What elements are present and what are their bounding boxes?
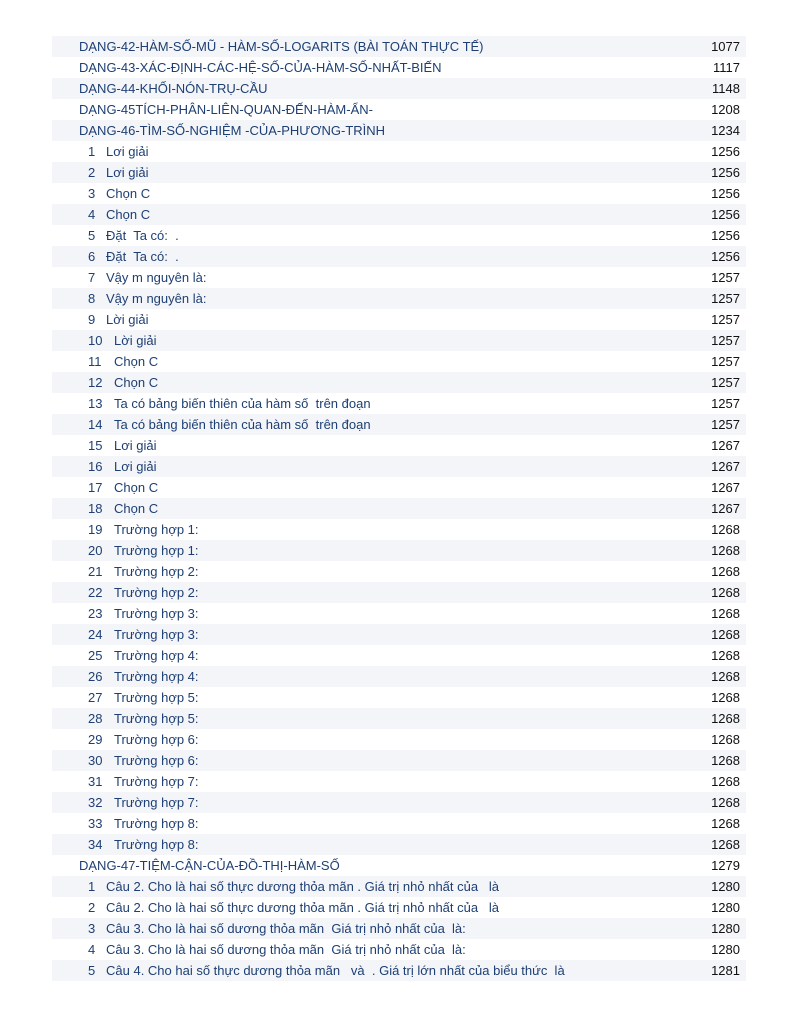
toc-page-number: 1257 (711, 375, 740, 390)
toc-entry-title (88, 204, 150, 225)
toc-entry-row[interactable] (52, 477, 746, 498)
toc-entry-label: Lời giải (106, 312, 149, 327)
toc-entry-title (88, 540, 199, 561)
toc-entry-label: Trường hợp 7: (114, 795, 199, 810)
toc-entry-label: Đặt Ta có: . (106, 228, 179, 243)
toc-page-number: 1256 (711, 144, 740, 159)
toc-entry-title (88, 141, 149, 162)
toc-entry-title (88, 792, 199, 813)
toc-entry-row[interactable] (52, 666, 746, 687)
toc-entry-number: 22 (88, 585, 103, 600)
toc-entry-label: Trường hợp 8: (114, 816, 199, 831)
toc-page-number: 1256 (711, 207, 740, 222)
toc-page-number: 1117 (713, 60, 740, 75)
toc-entry-row[interactable] (52, 834, 746, 855)
toc-entry-row[interactable] (52, 309, 746, 330)
toc-heading-row[interactable] (52, 36, 746, 57)
toc-entry-title (88, 582, 199, 603)
toc-entry-label: Trường hợp 1: (114, 522, 199, 537)
toc-entry-label: Chọn C (106, 186, 151, 201)
toc-entry-number: 5 (88, 963, 96, 978)
toc-entry-number: 29 (88, 732, 103, 747)
toc-entry-label: DẠNG-43-XÁC-ĐỊNH-CÁC-HỆ-SỐ-CỦA-HÀM-SỐ-NHẤT-BIẾN (79, 60, 442, 75)
toc-page-number: 1267 (711, 480, 740, 495)
toc-entry-row[interactable] (52, 939, 746, 960)
toc-entry-label: Trường hợp 6: (114, 732, 199, 747)
toc-page-number: 1268 (711, 690, 740, 705)
toc-entry-number: 10 (88, 333, 103, 348)
toc-entry-label: Ta có bảng biến thiên của hàm số trên đoạn (114, 396, 371, 411)
toc-entry-title (88, 351, 158, 372)
toc-entry-number: 5 (88, 228, 96, 243)
toc-page-number: 1267 (711, 459, 740, 474)
toc-page-number: 1281 (711, 963, 740, 978)
toc-page-number: 1257 (711, 333, 740, 348)
toc-entry-row[interactable] (52, 771, 746, 792)
toc-entry-title (88, 918, 466, 939)
toc-entry-title (88, 225, 179, 246)
toc-entry-title (88, 666, 199, 687)
toc-page-number: 1257 (711, 396, 740, 411)
toc-page-number: 1268 (711, 732, 740, 747)
toc-page-number: 1234 (711, 123, 740, 138)
toc-entry-title (88, 561, 199, 582)
toc-entry-row[interactable] (52, 330, 746, 351)
toc-entry-row[interactable] (52, 141, 746, 162)
toc-entry-number: 19 (88, 522, 103, 537)
toc-entry-label: Vậy m nguyên là: (106, 291, 207, 306)
toc-entry-title (88, 372, 158, 393)
toc-entry-number: 12 (88, 375, 103, 390)
toc-entry-label: Trường hợp 1: (114, 543, 199, 558)
toc-entry-label: Trường hợp 8: (114, 837, 199, 852)
toc-entry-row[interactable] (52, 435, 746, 456)
toc-entry-row[interactable] (52, 708, 746, 729)
toc-entry-title (79, 120, 385, 141)
toc-entry-row[interactable] (52, 603, 746, 624)
toc-entry-row[interactable] (52, 288, 746, 309)
toc-entry-row[interactable] (52, 519, 746, 540)
toc-entry-title (88, 456, 157, 477)
toc-entry-title (79, 36, 484, 57)
toc-entry-label: Chọn C (114, 354, 159, 369)
toc-entry-number: 3 (88, 921, 96, 936)
toc-entry-number: 1 (88, 144, 96, 159)
toc-entry-title (88, 309, 149, 330)
toc-page-number: 1280 (711, 900, 740, 915)
toc-page-number: 1268 (711, 522, 740, 537)
table-of-contents (52, 36, 746, 981)
toc-entry-label: Đặt Ta có: . (106, 249, 179, 264)
toc-entry-title (88, 687, 199, 708)
toc-entry-number: 20 (88, 543, 103, 558)
toc-entry-title (88, 750, 199, 771)
toc-entry-label: Chọn C (114, 375, 159, 390)
toc-entry-number: 31 (88, 774, 103, 789)
toc-entry-label: DẠNG-42-HÀM-SỐ-MŨ - HÀM-SỐ-LOGARITS (BÀI TOÁN THỰC TẾ) (79, 39, 484, 54)
toc-entry-number: 30 (88, 753, 103, 768)
toc-page-number: 1257 (711, 417, 740, 432)
toc-entry-row[interactable] (52, 351, 746, 372)
toc-page-number: 1268 (711, 753, 740, 768)
toc-entry-title (79, 855, 340, 876)
toc-page-number: 1148 (712, 81, 740, 96)
toc-heading-row[interactable] (52, 99, 746, 120)
toc-entry-row[interactable] (52, 393, 746, 414)
toc-entry-row[interactable] (52, 918, 746, 939)
toc-entry-label: Trường hợp 5: (114, 690, 199, 705)
toc-entry-title (88, 603, 199, 624)
toc-entry-number: 32 (88, 795, 103, 810)
toc-entry-title (88, 876, 499, 897)
toc-entry-row[interactable] (52, 540, 746, 561)
toc-entry-row[interactable] (52, 876, 746, 897)
toc-page-number: 1280 (711, 879, 740, 894)
toc-entry-title (79, 57, 442, 78)
toc-entry-label: Lời giải (114, 333, 157, 348)
toc-entry-row[interactable] (52, 729, 746, 750)
toc-page-number: 1279 (711, 858, 740, 873)
toc-entry-row[interactable] (52, 750, 746, 771)
toc-entry-title (88, 477, 158, 498)
toc-entry-label: Câu 2. Cho là hai số thực dương thỏa mãn . Giá trị nhỏ nhất của là (106, 900, 500, 915)
toc-page-number: 1257 (711, 354, 740, 369)
toc-heading-row[interactable] (52, 855, 746, 876)
toc-entry-title (79, 78, 268, 99)
toc-entry-label: Chọn C (106, 207, 151, 222)
toc-entry-row[interactable] (52, 561, 746, 582)
toc-entry-label: Câu 4. Cho hai số thực dương thỏa mãn và . Giá trị lớn nhất của biểu thức là (106, 963, 565, 978)
toc-page-number: 1267 (711, 438, 740, 453)
toc-entry-label: Lơi giải (114, 459, 157, 474)
toc-entry-title (88, 960, 565, 981)
toc-entry-label: Trường hợp 2: (114, 585, 199, 600)
toc-entry-number: 26 (88, 669, 103, 684)
toc-entry-number: 4 (88, 942, 96, 957)
toc-entry-number: 34 (88, 837, 103, 852)
toc-entry-title (88, 183, 150, 204)
toc-entry-number: 7 (88, 270, 96, 285)
toc-entry-label: DẠNG-47-TIỆM-CẬN-CỦA-ĐỒ-THỊ-HÀM-SỐ (79, 858, 340, 873)
toc-entry-row[interactable] (52, 183, 746, 204)
toc-entry-label: Lơi giải (114, 438, 157, 453)
toc-page-number: 1077 (711, 39, 740, 54)
toc-heading-row[interactable] (52, 120, 746, 141)
toc-entry-row[interactable] (52, 792, 746, 813)
toc-entry-label: Lơi giải (106, 165, 149, 180)
toc-entry-number: 27 (88, 690, 103, 705)
toc-page-number: 1268 (711, 711, 740, 726)
toc-entry-label: Câu 2. Cho là hai số thực dương thỏa mãn . Giá trị nhỏ nhất của là (106, 879, 500, 894)
toc-entry-row[interactable] (52, 372, 746, 393)
toc-entry-title (88, 729, 199, 750)
toc-entry-title (88, 813, 199, 834)
toc-entry-title (88, 519, 199, 540)
toc-entry-row[interactable] (52, 246, 746, 267)
toc-entry-number: 21 (88, 564, 103, 579)
toc-entry-title (88, 708, 199, 729)
toc-entry-title (88, 645, 199, 666)
toc-entry-number: 23 (88, 606, 103, 621)
toc-page-number: 1256 (711, 165, 740, 180)
toc-page-number: 1268 (711, 627, 740, 642)
toc-entry-title (88, 435, 157, 456)
toc-entry-label: Trường hợp 2: (114, 564, 199, 579)
toc-entry-label: Ta có bảng biến thiên của hàm số trên đoạn (114, 417, 371, 432)
toc-page-number: 1280 (711, 942, 740, 957)
toc-entry-label: Trường hợp 3: (114, 627, 199, 642)
toc-entry-row[interactable] (52, 414, 746, 435)
toc-page-number: 1257 (711, 291, 740, 306)
toc-page-number: 1268 (711, 585, 740, 600)
toc-page-number: 1268 (711, 816, 740, 831)
toc-entry-title (88, 834, 199, 855)
toc-page-number: 1268 (711, 774, 740, 789)
toc-entry-row[interactable] (52, 813, 746, 834)
toc-page-number: 1257 (711, 312, 740, 327)
toc-entry-number: 13 (88, 396, 103, 411)
toc-entry-number: 18 (88, 501, 103, 516)
toc-entry-title (88, 162, 149, 183)
toc-entry-number: 33 (88, 816, 103, 831)
toc-entry-title (88, 771, 199, 792)
toc-heading-row[interactable] (52, 78, 746, 99)
toc-entry-row[interactable] (52, 960, 746, 981)
toc-entry-title (88, 330, 157, 351)
toc-entry-number: 28 (88, 711, 103, 726)
toc-entry-label: DẠNG-46-TÌM-SỐ-NGHIỆM -CỦA-PHƯƠNG-TRÌNH (79, 123, 386, 138)
toc-entry-title (88, 624, 199, 645)
toc-page-number: 1268 (711, 669, 740, 684)
toc-entry-number: 2 (88, 165, 96, 180)
toc-page-number: 1268 (711, 606, 740, 621)
toc-page-number: 1256 (711, 249, 740, 264)
toc-entry-label: Trường hợp 6: (114, 753, 199, 768)
toc-entry-row[interactable] (52, 645, 746, 666)
toc-entry-row[interactable] (52, 582, 746, 603)
toc-entry-row[interactable] (52, 897, 746, 918)
toc-entry-number: 14 (88, 417, 103, 432)
toc-heading-row[interactable] (52, 57, 746, 78)
toc-entry-title (88, 498, 158, 519)
toc-page-number: 1256 (711, 186, 740, 201)
toc-entry-row[interactable] (52, 624, 746, 645)
toc-entry-number: 6 (88, 249, 96, 264)
toc-page-number: 1268 (711, 795, 740, 810)
toc-entry-label: Trường hợp 5: (114, 711, 199, 726)
toc-entry-title (88, 246, 179, 267)
toc-entry-label: Lơi giải (106, 144, 149, 159)
toc-entry-row[interactable] (52, 498, 746, 519)
toc-entry-number: 2 (88, 900, 96, 915)
toc-page-number: 1256 (711, 228, 740, 243)
toc-entry-label: Trường hợp 4: (114, 648, 199, 663)
toc-entry-number: 1 (88, 879, 96, 894)
toc-page-number: 1268 (711, 837, 740, 852)
toc-entry-title (79, 99, 373, 120)
toc-entry-number: 17 (88, 480, 103, 495)
toc-entry-number: 11 (88, 354, 102, 369)
toc-entry-row[interactable] (52, 267, 746, 288)
toc-entry-number: 25 (88, 648, 103, 663)
toc-entry-label: DẠNG-45TÍCH-PHÂN-LIÊN-QUAN-ĐẾN-HÀM-ẨN- (79, 102, 373, 117)
toc-entry-row[interactable] (52, 687, 746, 708)
toc-page-number: 1280 (711, 921, 740, 936)
toc-page-number: 1268 (711, 564, 740, 579)
toc-entry-number: 24 (88, 627, 103, 642)
toc-entry-title (88, 414, 371, 435)
toc-entry-title (88, 267, 206, 288)
toc-page-number: 1268 (711, 648, 740, 663)
toc-entry-number: 15 (88, 438, 103, 453)
toc-entry-number: 4 (88, 207, 96, 222)
toc-entry-number: 3 (88, 186, 96, 201)
toc-entry-row[interactable] (52, 162, 746, 183)
toc-entry-number: 16 (88, 459, 103, 474)
toc-entry-number: 9 (88, 312, 96, 327)
toc-entry-row[interactable] (52, 225, 746, 246)
toc-entry-title (88, 288, 206, 309)
toc-page-number: 1267 (711, 501, 740, 516)
toc-entry-title (88, 939, 466, 960)
toc-entry-label: Chọn C (114, 480, 159, 495)
toc-entry-label: Câu 3. Cho là hai số dương thỏa mãn Giá trị nhỏ nhất của là: (106, 942, 466, 957)
toc-entry-label: Trường hợp 3: (114, 606, 199, 621)
toc-entry-title (88, 393, 371, 414)
toc-page-number: 1268 (711, 543, 740, 558)
toc-entry-label: Chọn C (114, 501, 159, 516)
toc-entry-label: Trường hợp 4: (114, 669, 199, 684)
toc-page-number: 1257 (711, 270, 740, 285)
toc-entry-label: Trường hợp 7: (114, 774, 199, 789)
toc-entry-label: Câu 3. Cho là hai số dương thỏa mãn Giá trị nhỏ nhất của là: (106, 921, 466, 936)
toc-entry-label: DẠNG-44-KHỐI-NÓN-TRỤ-CẦU (79, 81, 268, 96)
toc-entry-title (88, 897, 499, 918)
toc-entry-row[interactable] (52, 204, 746, 225)
toc-page-number: 1208 (711, 102, 740, 117)
toc-entry-number: 8 (88, 291, 96, 306)
toc-entry-label: Vậy m nguyên là: (106, 270, 207, 285)
toc-entry-row[interactable] (52, 456, 746, 477)
